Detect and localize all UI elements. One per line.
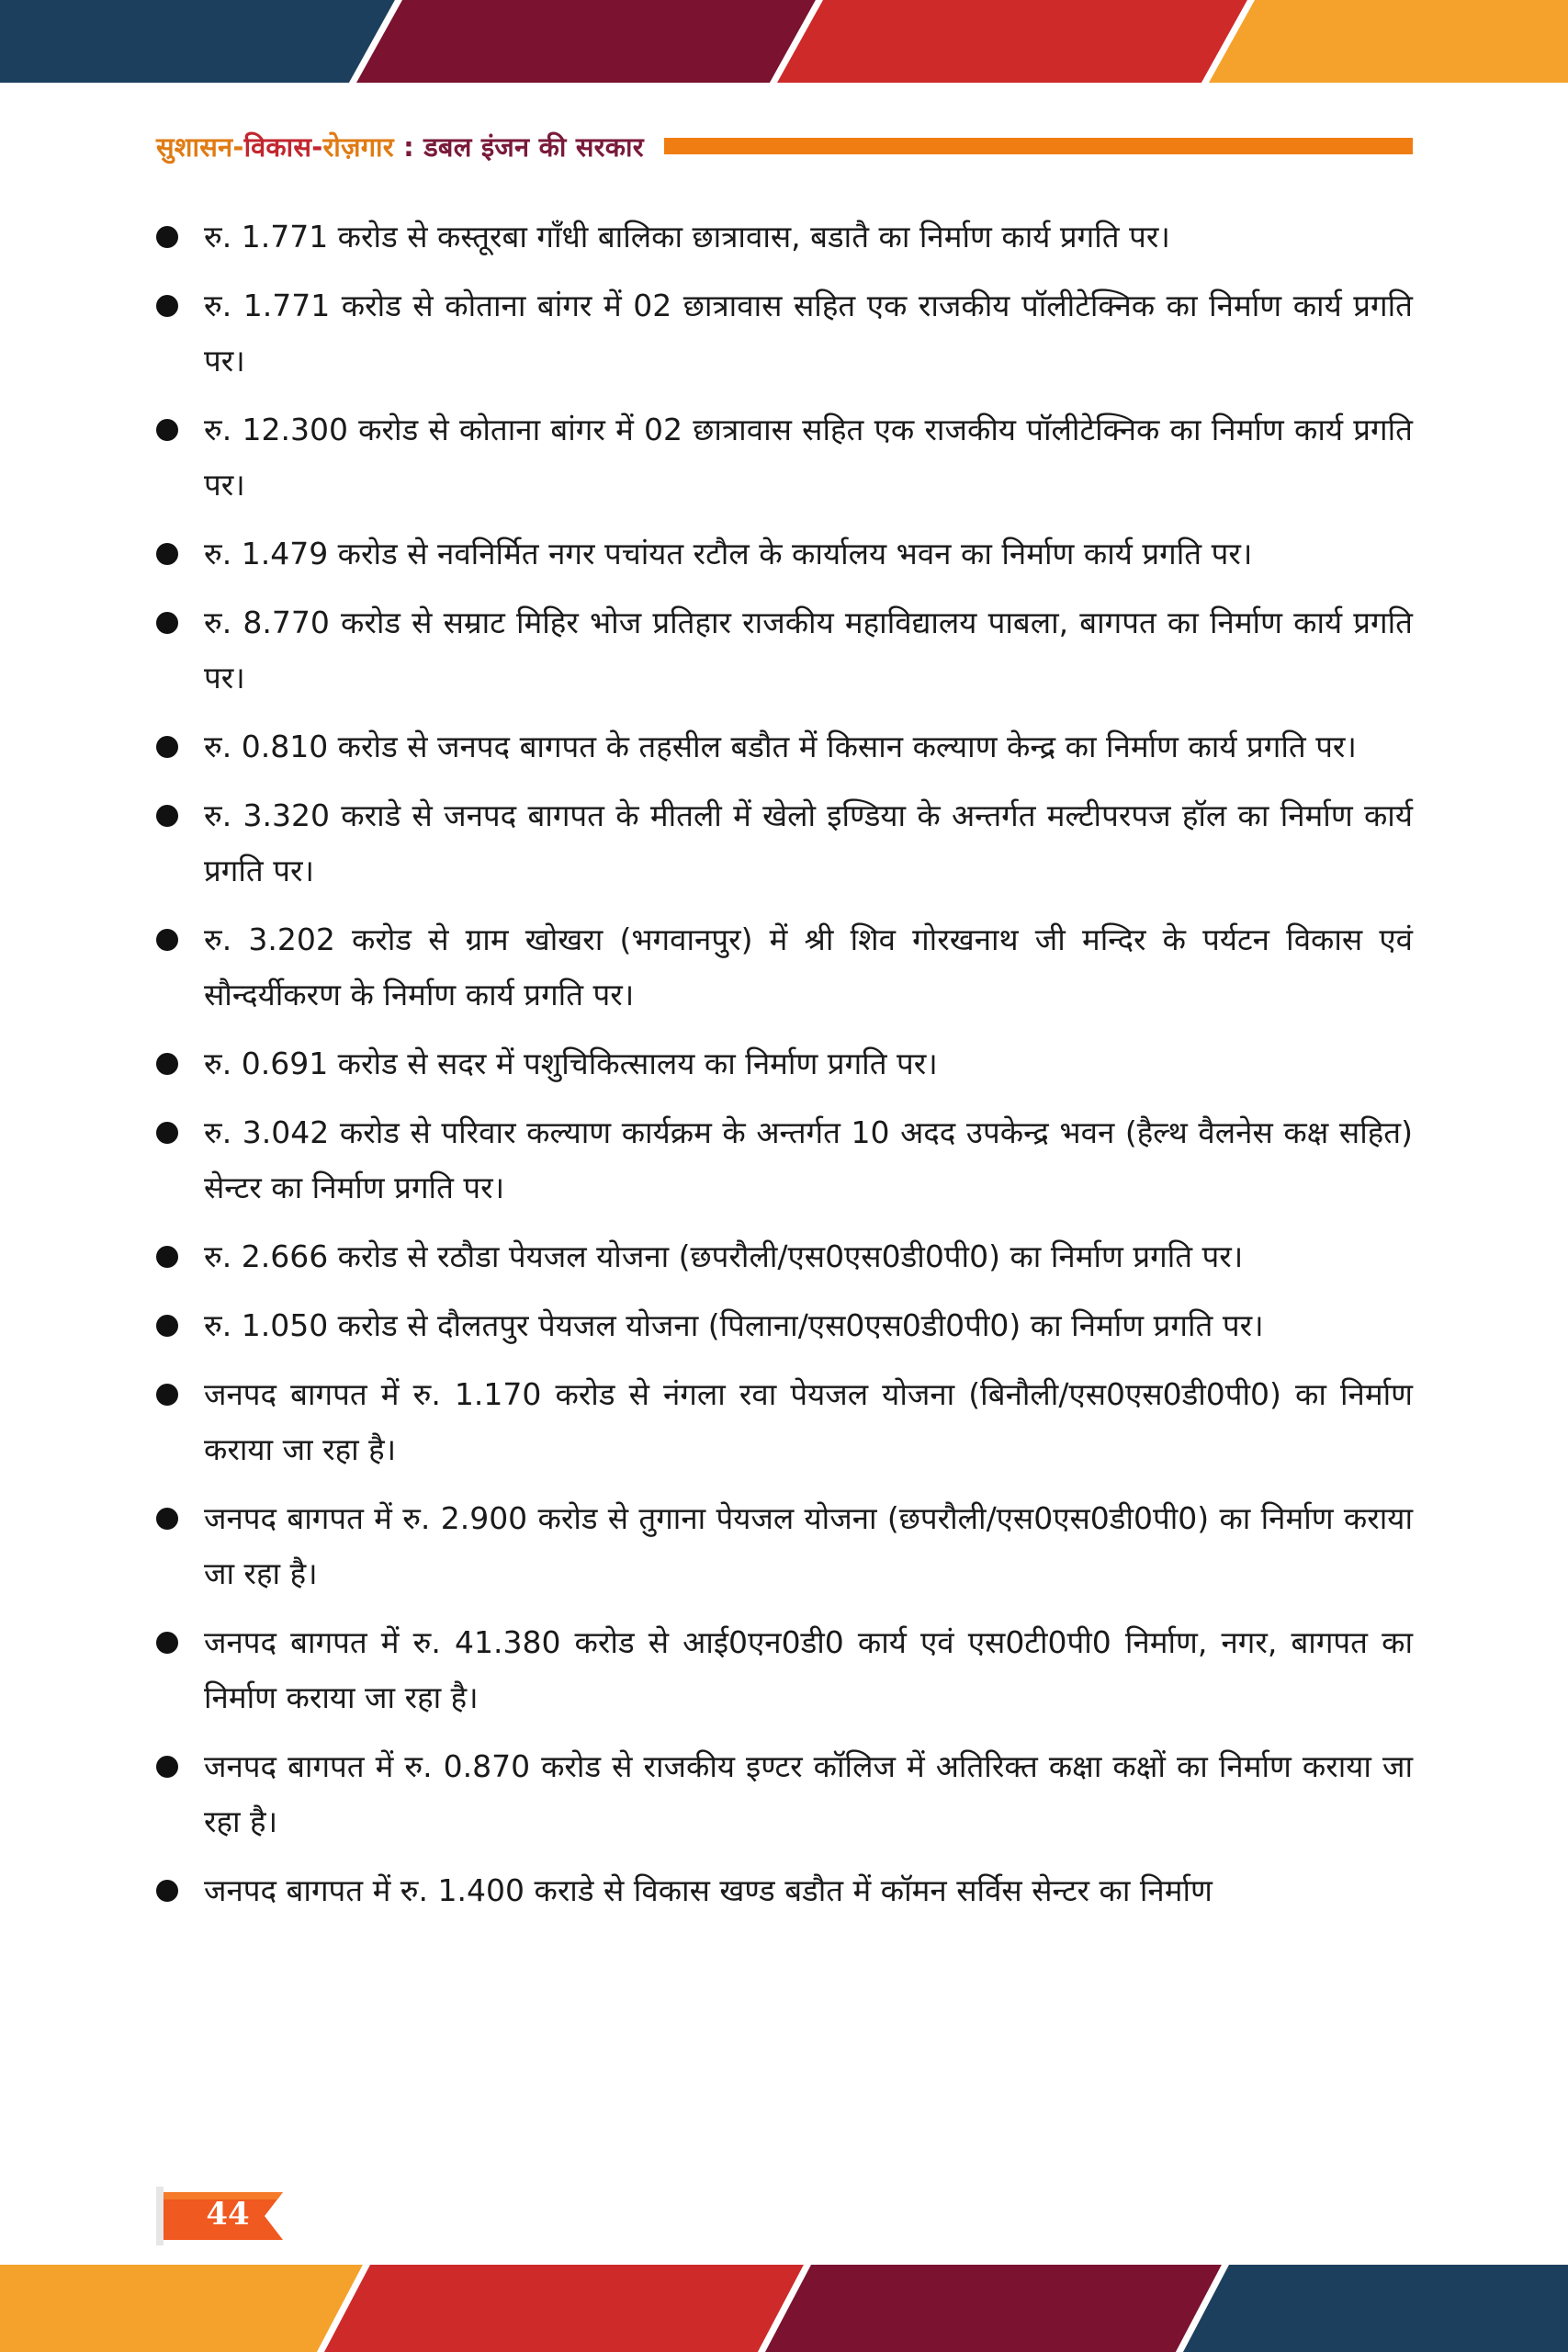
bullet-icon xyxy=(156,419,178,441)
list-item xyxy=(156,1229,1413,1284)
list-item xyxy=(156,402,1413,513)
list-item xyxy=(156,1739,1413,1849)
list-item-text: रु. 1.771 करोड से कस्तूरबा गाँधी बालिका छात्रावास, बडातै का निर्माण कार्य प्रगति पर। xyxy=(204,219,1170,254)
list-item xyxy=(156,1105,1413,1216)
bullet-icon xyxy=(156,1880,178,1902)
header-title-part: : डबल इंजन की सरकार xyxy=(393,130,644,163)
list-item xyxy=(156,1367,1413,1477)
bullet-icon xyxy=(156,1632,178,1654)
header-title-part: रोज़गार xyxy=(322,130,394,163)
bullet-icon xyxy=(156,612,178,634)
list-item xyxy=(156,1491,1413,1601)
top-color-bands xyxy=(0,0,1568,83)
list-item-text: रु. 3.042 करोड से परिवार कल्याण कार्यक्रम के अन्तर्गत 10 अदद उपकेन्द्र भवन (हैल्थ वैलनेस कक्ष सहित) सेन्टर का निर्माण प्रगति पर। xyxy=(204,1114,1413,1205)
bullet-icon xyxy=(156,1246,178,1268)
list-item-text: रु. 1.050 करोड से दौलतपुर पेयजल योजना (पिलाना/एस0एस0डी0पी0) का निर्माण प्रगति पर। xyxy=(204,1307,1264,1343)
page-header xyxy=(156,127,1413,165)
header-title xyxy=(156,129,644,164)
header-title-part: सुशासन- xyxy=(156,130,244,163)
bullet-icon xyxy=(156,1508,178,1530)
list-item-text: रु. 2.666 करोड से रठौडा पेयजल योजना (छपरौली/एस0एस0डी0पी0) का निर्माण प्रगति पर। xyxy=(204,1238,1244,1274)
main-content xyxy=(156,209,1413,1932)
list-item-text: रु. 1.479 करोड से नवनिर्मित नगर पचांयत रटौल के कार्यालय भवन का निर्माण कार्य प्रगति पर। xyxy=(204,536,1253,571)
list-item xyxy=(156,1615,1413,1725)
bullet-icon xyxy=(156,226,178,248)
list-item xyxy=(156,209,1413,265)
bullet-icon xyxy=(156,295,178,317)
list-item xyxy=(156,1036,1413,1091)
bullet-icon xyxy=(156,1053,178,1075)
list-item-text: जनपद बागपत में रु. 1.400 कराडे से विकास खण्ड बडौत में कॉमन सर्विस सेन्टर का निर्माण xyxy=(204,1872,1213,1908)
bullet-icon xyxy=(156,1122,178,1144)
list-item-text: रु. 0.691 करोड से सदर में पशुचिकित्सालय का निर्माण प्रगति पर। xyxy=(204,1046,938,1081)
list-item-text: रु. 0.810 करोड से जनपद बागपत के तहसील बडौत में किसान कल्याण केन्द्र का निर्माण कार्य प्रगति पर। xyxy=(204,729,1357,764)
list-item-text: रु. 3.202 करोड से ग्राम खोखरा (भगवानपुर) में श्री शिव गोरखनाथ जी मन्दिर के पर्यटन विकास एवं सौन्दर्यीकरण के निर्माण कार्य प्रगति पर। xyxy=(204,922,1413,1012)
list-item-text: रु. 3.320 कराडे से जनपद बागपत के मीतली में खेलो इण्डिया के अन्तर्गत मल्टीपरपज हॉल का निर्माण कार्य प्रगति पर। xyxy=(204,797,1413,888)
bullet-icon xyxy=(156,1315,178,1337)
bullet-list xyxy=(156,209,1413,1918)
bullet-icon xyxy=(156,929,178,951)
list-item-text: रु. 8.770 करोड से सम्राट मिहिर भोज प्रतिहार राजकीय महाविद्यालय पाबला, बागपत का निर्माण कार्य प्रगति पर। xyxy=(204,605,1413,695)
list-item xyxy=(156,788,1413,899)
page-number: 44 xyxy=(206,2196,250,2233)
list-item xyxy=(156,719,1413,775)
bullet-icon xyxy=(156,543,178,565)
bullet-icon xyxy=(156,736,178,758)
list-item xyxy=(156,526,1413,582)
list-item-text: रु. 12.300 करोड से कोताना बांगर में 02 छात्रावास सहित एक राजकीय पॉलीटेक्निक का निर्माण कार्य प्रगति पर। xyxy=(204,412,1413,503)
list-item-text: जनपद बागपत में रु. 41.380 करोड से आई0एन0डी0 कार्य एवं एस0टी0पी0 निर्माण, नगर, बागपत का निर्माण कराया जा रहा है। xyxy=(204,1624,1413,1715)
list-item-text: जनपद बागपत में रु. 0.870 करोड से राजकीय इण्टर कॉलिज में अतिरिक्त कक्षा कक्षों का निर्माण कराया जा रहा है। xyxy=(204,1748,1413,1839)
bullet-icon xyxy=(156,1384,178,1406)
header-title-part: विकास- xyxy=(243,130,323,163)
bullet-icon xyxy=(156,1756,178,1778)
bottom-color-bands xyxy=(0,2265,1568,2352)
list-item xyxy=(156,1298,1413,1353)
list-item xyxy=(156,595,1413,706)
header-rule xyxy=(664,138,1413,154)
page-number-badge xyxy=(156,2187,285,2245)
list-item-text: जनपद बागपत में रु. 1.170 करोड से नंगला रवा पेयजल योजना (बिनौली/एस0एस0डी0पी0) का निर्माण कराया जा रहा है। xyxy=(204,1376,1413,1467)
list-item-text: रु. 1.771 करोड से कोताना बांगर में 02 छात्रावास सहित एक राजकीय पॉलीटेक्निक का निर्माण कार्य प्रगति पर। xyxy=(204,288,1413,379)
list-item xyxy=(156,1863,1413,1918)
list-item xyxy=(156,912,1413,1023)
bullet-icon xyxy=(156,805,178,827)
list-item-text: जनपद बागपत में रु. 2.900 करोड से तुगाना पेयजल योजना (छपरौली/एस0एस0डी0पी0) का निर्माण कराया जा रहा है। xyxy=(204,1500,1413,1591)
list-item xyxy=(156,278,1413,389)
